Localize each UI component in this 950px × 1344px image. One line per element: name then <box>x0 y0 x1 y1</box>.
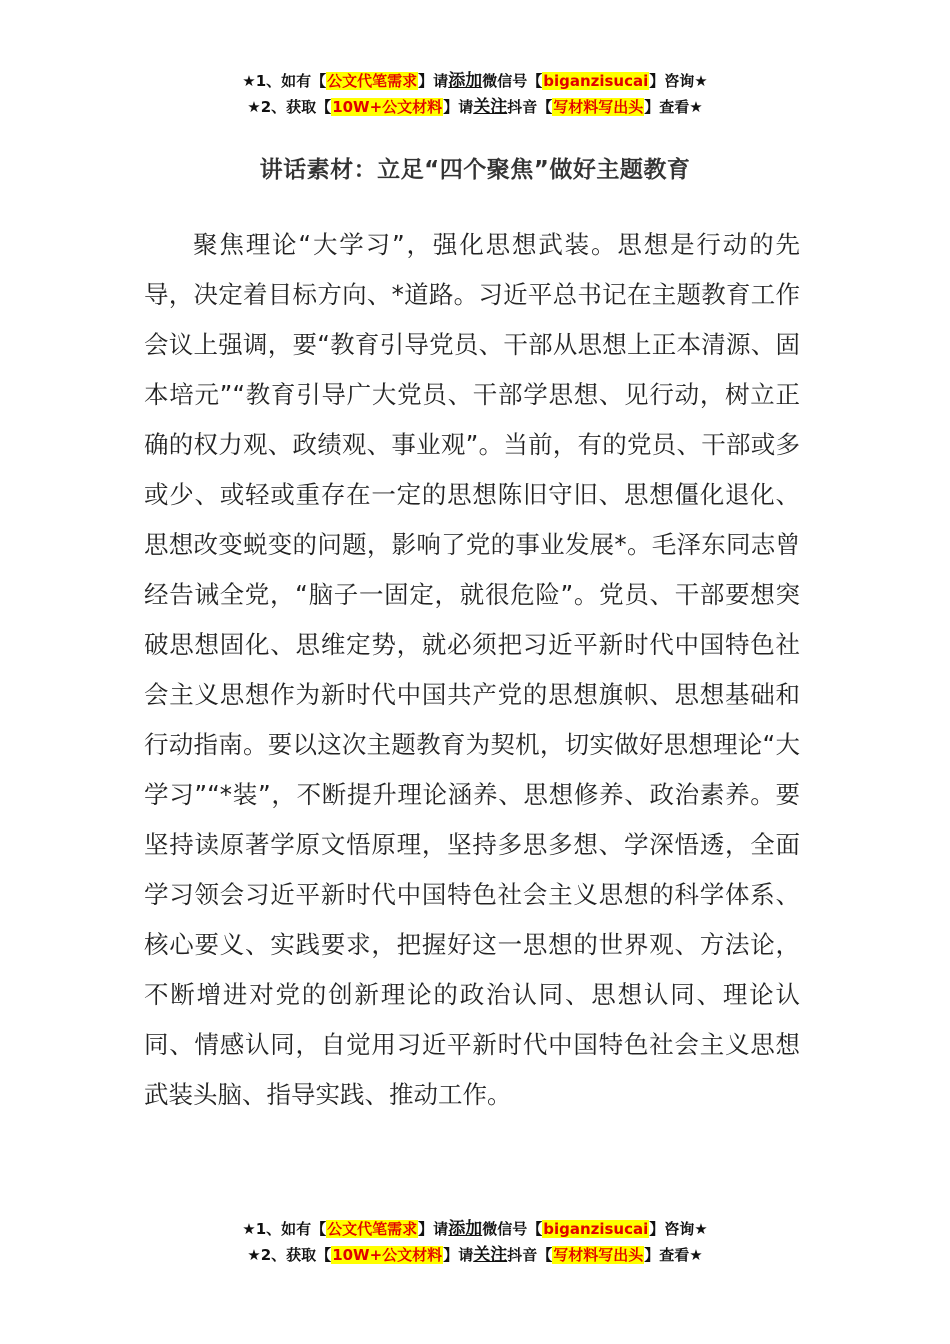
promo-text: ★1、如有【 <box>242 1220 327 1238</box>
promo-text: 微信号【 <box>482 72 543 90</box>
promo-text: 】请 <box>443 98 474 116</box>
promo-text: 】请 <box>443 1246 474 1264</box>
promo-highlight-account: 写材料写出头 <box>553 98 644 116</box>
promo-text: ★2、获取【 <box>247 1246 332 1264</box>
promo-text: 】请 <box>418 1220 449 1238</box>
header-promo-banner <box>0 68 950 120</box>
promo-highlight-account: 写材料写出头 <box>553 1246 644 1264</box>
promo-highlight-wechat-id: biganzisucai <box>543 1220 649 1238</box>
promo-line-1 <box>0 68 950 94</box>
promo-highlight-materials: 10W+公文材料 <box>332 98 443 116</box>
promo-highlight-service: 公文代笔需求 <box>327 72 418 90</box>
promo-text: ★1、如有【 <box>242 72 327 90</box>
promo-text: 】咨询★ <box>649 72 708 90</box>
promo-highlight-service: 公文代笔需求 <box>327 1220 418 1238</box>
promo-highlight-wechat-id: biganzisucai <box>543 72 649 90</box>
promo-text: 抖音【 <box>507 1246 553 1264</box>
promo-emphasis: 添加 <box>448 1219 483 1239</box>
promo-text: 抖音【 <box>507 98 553 116</box>
promo-highlight-materials: 10W+公文材料 <box>332 1246 443 1264</box>
promo-emphasis: 添加 <box>448 71 483 91</box>
promo-emphasis: 关注 <box>473 97 508 117</box>
promo-line-2 <box>0 1242 950 1268</box>
document-title: 讲话素材：立足“四个聚焦”做好主题教育 <box>259 157 691 183</box>
promo-text: 】查看★ <box>644 1246 703 1264</box>
promo-text: 】请 <box>418 72 449 90</box>
promo-text: ★2、获取【 <box>247 98 332 116</box>
promo-text: 微信号【 <box>482 1220 543 1238</box>
promo-text: 】咨询★ <box>649 1220 708 1238</box>
promo-line-1 <box>0 1216 950 1242</box>
footer-promo-banner <box>0 1216 950 1268</box>
promo-line-2 <box>0 94 950 120</box>
promo-text: 】查看★ <box>644 98 703 116</box>
promo-emphasis: 关注 <box>473 1245 508 1265</box>
document-paragraph: 聚焦理论“大学习”，强化思想武装。思想是行动的先导，决定着目标方向、*道路。习近平总书记在主题教育工作会议上强调，要“教育引导党员、干部从思想上正本清源、固本培元”“教育引导广大党员、干部学思想、见行动，树立正确的权力观、政绩观、事业观”。当前，有的党员、干部或多或少、或轻或重存在一定的思想陈旧守旧、思想僵化退化、思想改变蜕变的问题，影响了党的事业发展*。毛泽东同志曾经告诫全党，“脑子一固定，就很危险”。党员、干部要想突破思想固化、思维定势，就必须把习近平新时代中国特色社会主义思想作为新时代中国共产党的思想旗帜、思想基础和行动指南。要以这次主题教育为契机，切实做好思想理论“大学习”“*装”，不断提升理论涵养、思想修养、政治素养。要坚持读原著学原文悟原理，坚持多思多想、学深悟透，全面学习领会习近平新时代中国特色社会主义思想的科学体系、核心要义、实践要求，把握好这一思想的世界观、方法论，不断增进对党的创新理论的政治认同、思想认同、理论认同、情感认同，自觉用习近平新时代中国特色社会主义思想武装头脑、指导实践、推动工作。 <box>144 230 800 1109</box>
